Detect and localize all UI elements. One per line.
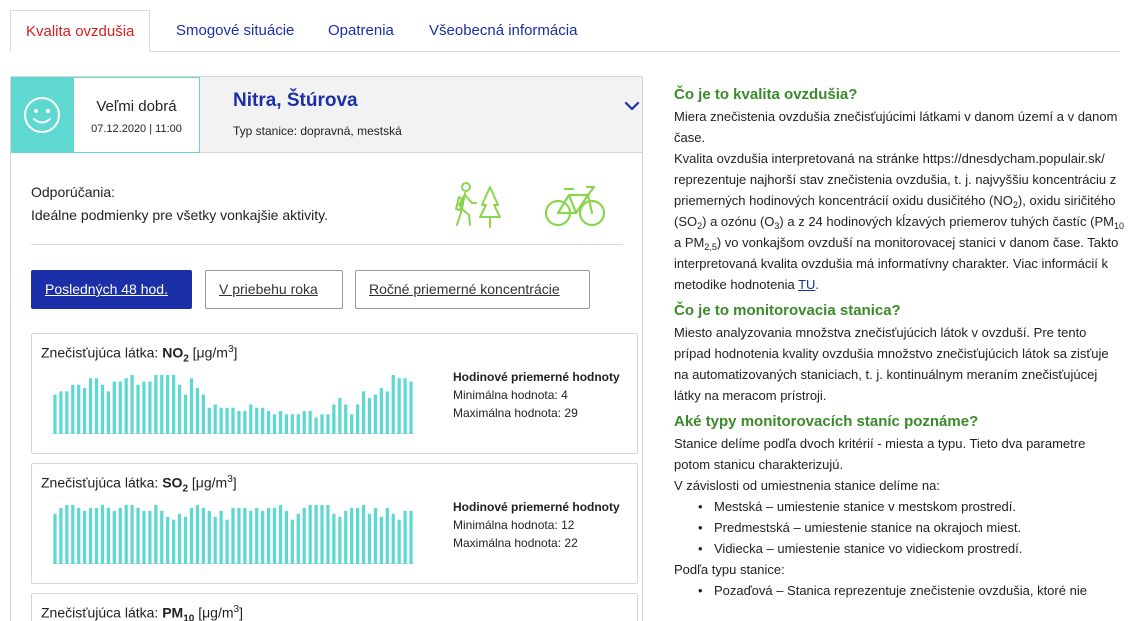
chart-bar[interactable]: [368, 398, 371, 434]
pollutant-panel-pm10: [31, 593, 638, 621]
chart-bar[interactable]: [172, 375, 175, 434]
stats-title: Hodinové priemerné hodnoty: [453, 370, 620, 384]
chart-bar[interactable]: [214, 404, 217, 434]
chart-bar[interactable]: [309, 505, 312, 564]
pollutant-prefix: Znečisťujúca látka:: [41, 604, 163, 621]
bicycle-icon: [543, 181, 607, 231]
chart-bar[interactable]: [53, 514, 56, 564]
stats-max: Maximálna hodnota: 29: [453, 406, 578, 420]
chart-bar[interactable]: [273, 508, 276, 564]
chart-bar[interactable]: [362, 505, 365, 564]
pollutant-title: [41, 344, 237, 364]
pollutant-subscript: 2: [183, 353, 189, 365]
chart-bar[interactable]: [338, 398, 341, 434]
station-header[interactable]: [11, 77, 642, 153]
chart-bar[interactable]: [107, 391, 110, 434]
pollutant-title: [41, 604, 243, 621]
info-heading-air-quality: Čo je to kvalita ovzdušia?: [674, 86, 858, 103]
recommendation-title: Odporúčania:: [31, 184, 116, 200]
pollutant-name: SO: [162, 474, 183, 491]
chart-bar[interactable]: [172, 520, 175, 564]
chart-bar[interactable]: [409, 382, 412, 434]
chart-bar[interactable]: [190, 508, 193, 564]
unit-open: [μg/m: [191, 474, 228, 491]
tab-smog-situations[interactable]: Smogové situácie: [176, 22, 295, 39]
info-heading-monitoring-station: Čo je to monitorovacia stanica?: [674, 302, 901, 319]
chart-bar[interactable]: [386, 508, 389, 564]
chart-bar[interactable]: [160, 375, 163, 434]
chart-bar[interactable]: [154, 505, 157, 564]
chart-bar[interactable]: [261, 511, 264, 564]
chart-bar[interactable]: [291, 520, 294, 564]
quality-summary: [73, 77, 200, 153]
chart-bar[interactable]: [392, 375, 395, 434]
chart-bar[interactable]: [89, 508, 92, 564]
chart-bar[interactable]: [297, 514, 300, 564]
chart-bar[interactable]: [65, 505, 68, 564]
chevron-down-icon[interactable]: [623, 99, 641, 113]
measurement-hour: | 11:00: [149, 123, 182, 135]
chart-bar[interactable]: [332, 404, 335, 434]
chart-bar[interactable]: [225, 520, 228, 564]
bar-chart: [52, 500, 414, 564]
chart-bar[interactable]: [130, 505, 133, 564]
chart-bar[interactable]: [196, 388, 199, 434]
chart-bar[interactable]: [214, 517, 217, 564]
info-paragraph: Podľa typu stanice:: [674, 562, 785, 577]
tab-measures[interactable]: Opatrenia: [328, 22, 394, 39]
chart-bar[interactable]: [350, 508, 353, 564]
info-paragraph: Stanice delíme podľa dvoch kritérií - miesta a typu. Tieto dva parametre potom stanicu charakterizujú.: [674, 436, 1086, 472]
stats-max: Maximálna hodnota: 22: [453, 536, 578, 550]
chart-bar[interactable]: [249, 511, 252, 564]
unit-open: [μg/m: [192, 344, 228, 361]
unit-sup: 3: [227, 474, 233, 485]
pollutant-subscript: 2: [182, 483, 188, 495]
chart-bar[interactable]: [392, 514, 395, 564]
chart-bar[interactable]: [314, 418, 317, 434]
unit-sup: 3: [227, 344, 234, 355]
chart-bar[interactable]: [356, 508, 359, 564]
list-item: • Mestská – umiestenie stanice v mestskom prostredí.: [696, 496, 1124, 517]
methodology-link[interactable]: TU: [798, 277, 816, 292]
pollutant-title: [41, 474, 237, 494]
chart-bar[interactable]: [243, 508, 246, 564]
chart-bar[interactable]: [208, 408, 211, 434]
chart-bar[interactable]: [237, 508, 240, 564]
chart-bar[interactable]: [166, 517, 169, 564]
chart-bar[interactable]: [374, 508, 377, 564]
measurement-date: 07.12.2020: [91, 123, 147, 135]
unit-close: ]: [232, 474, 237, 491]
quality-indicator: [11, 77, 73, 153]
chart-bar[interactable]: [291, 414, 294, 434]
chart-bar[interactable]: [279, 411, 282, 434]
chart-bar[interactable]: [285, 414, 288, 434]
bar-chart: [52, 370, 414, 434]
chart-bar[interactable]: [119, 382, 122, 434]
chart-bar[interactable]: [398, 378, 401, 434]
unit-sup: 3: [233, 604, 240, 615]
pollutant-prefix: Znečisťujúca látka:: [41, 344, 163, 361]
chart-bar[interactable]: [107, 508, 110, 564]
chart-bar[interactable]: [59, 508, 62, 564]
chart-bar[interactable]: [77, 385, 80, 434]
chart-bar[interactable]: [344, 404, 347, 434]
chart-bar[interactable]: [65, 391, 68, 434]
chart-bar[interactable]: [53, 395, 56, 434]
chart-bar[interactable]: [285, 511, 288, 564]
chart-bar[interactable]: [202, 508, 205, 564]
chart-bar[interactable]: [297, 414, 300, 434]
pollutant-subscript: 10: [183, 613, 195, 621]
chart-bar[interactable]: [101, 385, 104, 434]
station-card: [10, 76, 643, 621]
chart-bar[interactable]: [95, 378, 98, 434]
chart-bar[interactable]: [255, 408, 258, 434]
chart-bar[interactable]: [374, 395, 377, 434]
chart-bar[interactable]: [190, 378, 193, 434]
chart-bar[interactable]: [220, 408, 223, 434]
chart-bar[interactable]: [71, 505, 74, 564]
info-heading-station-types: Aké typy monitorovacích staníc poznáme?: [674, 413, 979, 430]
chart-bar[interactable]: [83, 511, 86, 564]
stats-title: Hodinové priemerné hodnoty: [453, 500, 620, 514]
station-type: Typ stanice: dopravná, mestská: [233, 124, 402, 138]
quality-label: Veľmi dobrá: [96, 98, 177, 115]
location-type-list: [674, 496, 1124, 559]
chart-bar[interactable]: [380, 388, 383, 434]
tab-general-information[interactable]: Všeobecná informácia: [429, 22, 578, 39]
stats-min: Minimálna hodnota: 12: [453, 518, 575, 532]
chart-bar[interactable]: [196, 505, 199, 564]
chart-bar[interactable]: [362, 391, 365, 434]
info-paragraph: Miera znečistenia ovzdušia znečisťujúcimi látkami v danom území a v danom čase.: [674, 109, 1118, 145]
chart-bar[interactable]: [113, 382, 116, 434]
chart-bar[interactable]: [279, 505, 282, 564]
chart-bar[interactable]: [142, 382, 145, 434]
pollutant-stats: [453, 368, 620, 422]
pollutant-name: NO: [162, 344, 184, 361]
pollutant-panel-no2: [31, 333, 638, 454]
chart-bar[interactable]: [125, 378, 128, 434]
tab-air-quality[interactable]: Kvalita ovzdušia: [10, 10, 150, 52]
info-paragraph: V závislosti od umiestnenia stanice delíme na:: [674, 478, 940, 493]
info-paragraph: Kvalita ovzdušia interpretovaná na stránke https://dnesdycham.populair.sk/ reprezentuje najhorší stav znečistenia ovzdušia, t. j. najvyššiu koncentráciu z priemerných hodinových koncentrácií oxidu dusičitého $(NO_2)$, oxidu siričitého $(SO_2)$ a ozónu $(O_3)$ a z 24 hodinových kĺzavých priemerov tuhých častíc ($PM_{10}$ a $PM_{2,5}$) vo vonkajšom ovzduší na monitorovacej stanici v danom čase. Takto interpretovaná kvalita ovzdušia má informatívny charakter. Viac informácií k metodike hodnotenia TU.: [674, 151, 1124, 292]
pollutant-name: PM: [162, 604, 184, 621]
chart-bar[interactable]: [148, 511, 151, 564]
list-item: • Vidiecka – umiestenie stanice vo vidieckom prostredí.: [696, 538, 1124, 559]
chart-bar[interactable]: [89, 378, 92, 434]
chart-bar[interactable]: [59, 391, 62, 434]
chart-bar[interactable]: [398, 520, 401, 564]
chart-bar[interactable]: [95, 508, 98, 564]
chart-bar[interactable]: [154, 375, 157, 434]
chart-bar[interactable]: [303, 508, 306, 564]
tab-bar: [10, 10, 1120, 52]
period-annual-averages-button[interactable]: Ročné priemerné koncentrácie: [355, 270, 590, 309]
stats-min: Minimálna hodnota: 4: [453, 388, 568, 402]
chart-bar[interactable]: [326, 414, 329, 434]
chart-bar[interactable]: [231, 508, 234, 564]
period-last-48h-button[interactable]: Posledných 48 hod.: [31, 270, 192, 309]
unit-close: ]: [233, 344, 238, 361]
chart-bar[interactable]: [332, 514, 335, 564]
chart-bar[interactable]: [243, 411, 246, 434]
chart-bar[interactable]: [220, 511, 223, 564]
chart-bar[interactable]: [125, 505, 128, 564]
chart-bar[interactable]: [267, 508, 270, 564]
station-type-list: [674, 580, 1124, 601]
info-panel: [674, 84, 1124, 601]
chart-bar[interactable]: [409, 511, 412, 564]
chart-bar[interactable]: [320, 505, 323, 564]
chart-bar[interactable]: [166, 375, 169, 434]
chart-bar[interactable]: [261, 408, 264, 434]
chart-bar[interactable]: [403, 511, 406, 564]
measurement-time: [74, 123, 199, 135]
chart-bar[interactable]: [350, 414, 353, 434]
chart-bar[interactable]: [273, 414, 276, 434]
chart-bar[interactable]: [380, 517, 383, 564]
chart-bar[interactable]: [136, 508, 139, 564]
smiley-icon: [22, 95, 62, 135]
divider: [31, 244, 623, 245]
chart-bar[interactable]: [255, 508, 258, 564]
chart-bar[interactable]: [184, 517, 187, 564]
info-paragraph: Miesto analyzovania množstva znečisťujúcich látok v ovzduší. Pre tento prípad hodnotenia kvality ovzdušia množstvo znečisťujúcich látok sa zisťuje na automatizovaných staniciach, t. j. kontinuálnym meraním znečisťujúcej látky na meracom prístroji.: [674, 325, 1109, 403]
chart-bar[interactable]: [71, 385, 74, 434]
pollutant-panel-so2: [31, 463, 638, 584]
unit-close: ]: [239, 604, 243, 621]
chart-bar[interactable]: [309, 411, 312, 434]
chart-bar[interactable]: [160, 511, 163, 564]
chart-bar[interactable]: [386, 391, 389, 434]
hiker-trees-icon: [447, 181, 509, 231]
chart-bar[interactable]: [403, 378, 406, 434]
chart-bar[interactable]: [356, 404, 359, 434]
chart-bar[interactable]: [130, 375, 133, 434]
pollutant-prefix: Znečisťujúca látka:: [41, 474, 163, 491]
period-year-button[interactable]: V priebehu roka: [205, 270, 343, 309]
chart-bar[interactable]: [344, 511, 347, 564]
chart-bar[interactable]: [184, 395, 187, 434]
chart-bar[interactable]: [225, 408, 228, 434]
chart-bar[interactable]: [249, 404, 252, 434]
chart-bar[interactable]: [320, 414, 323, 434]
chart-bar[interactable]: [119, 508, 122, 564]
chart-bar[interactable]: [136, 385, 139, 434]
chart-bar[interactable]: [113, 511, 116, 564]
chart-bar[interactable]: [178, 385, 181, 434]
chart-bar[interactable]: [267, 411, 270, 434]
list-item: • Predmestská – umiestenie stanice na okrajoch miest.: [696, 517, 1124, 538]
station-name: Nitra, Štúrova: [233, 90, 358, 111]
chart-bar[interactable]: [178, 514, 181, 564]
chart-bar[interactable]: [338, 517, 341, 564]
chart-bar[interactable]: [231, 408, 234, 434]
chart-bar[interactable]: [368, 514, 371, 564]
unit-open: [μg/m: [198, 604, 234, 621]
chart-bar[interactable]: [303, 411, 306, 434]
chart-bar[interactable]: [326, 505, 329, 564]
chart-bar[interactable]: [142, 511, 145, 564]
chart-bar[interactable]: [314, 505, 317, 564]
chart-bar[interactable]: [208, 511, 211, 564]
recommendation-text: Ideálne podmienky pre všetky vonkajšie aktivity.: [31, 207, 328, 223]
chart-bar[interactable]: [202, 395, 205, 434]
chart-bar[interactable]: [83, 388, 86, 434]
chart-bar[interactable]: [237, 411, 240, 434]
list-item: • Pozaďová – Stanica reprezentuje znečistenie ovzdušia, ktoré nie: [696, 580, 1124, 601]
chart-bar[interactable]: [101, 505, 104, 564]
chart-bar[interactable]: [77, 508, 80, 564]
pollutant-stats: [453, 498, 620, 552]
chart-bar[interactable]: [148, 382, 151, 434]
